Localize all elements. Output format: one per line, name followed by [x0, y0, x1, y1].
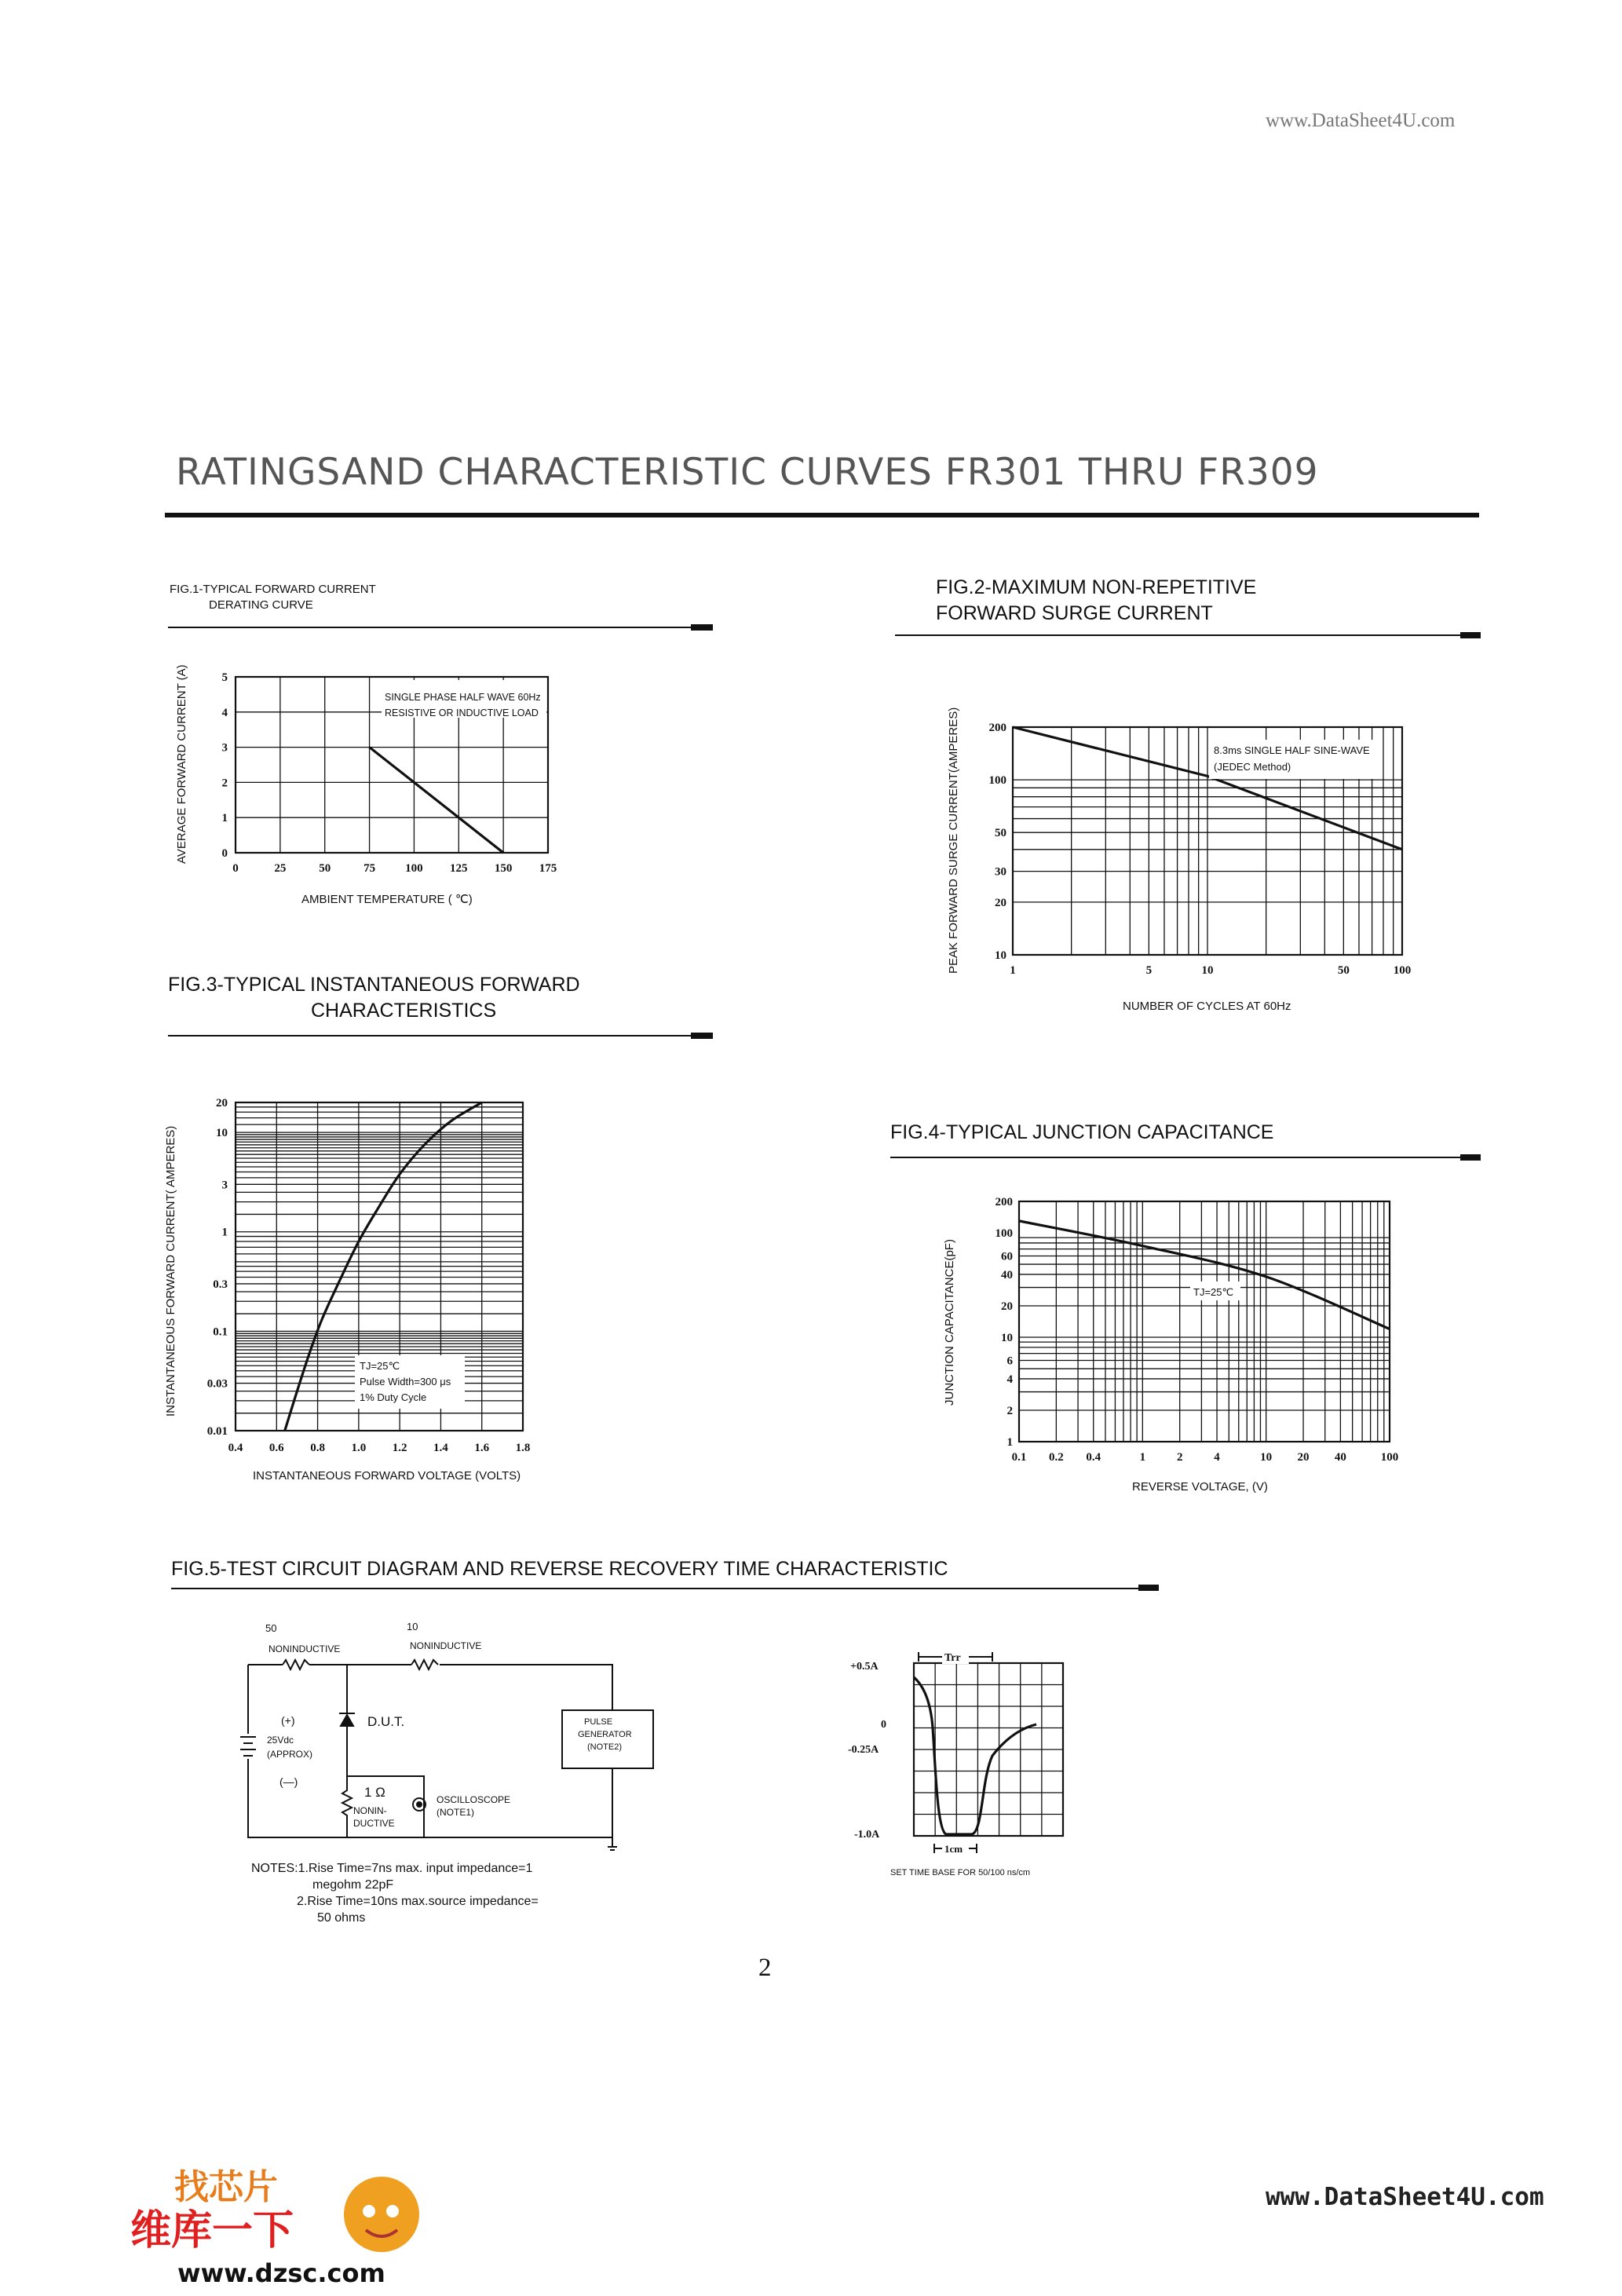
wave-label-plus05: +0.5A: [850, 1661, 879, 1673]
fig2-chart: [947, 707, 1411, 1013]
fig3-ytick-0: 0.01: [206, 1425, 228, 1438]
fig4-header: [890, 1121, 1481, 1161]
fig1-rule-tab: [691, 624, 713, 631]
fig4-title: FIG.4-TYPICAL JUNCTION CAPACITANCE: [890, 1121, 1274, 1143]
fig2-title-line1: FIG.2-MAXIMUM NON-REPETITIVE: [936, 576, 1257, 598]
fig2-title-line2: FORWARD SURGE CURRENT: [936, 602, 1213, 624]
r1-value: 50: [265, 1622, 277, 1634]
notes-line1: NOTES:1.Rise Time=7ns max. input impedance=1: [251, 1862, 533, 1875]
fig3-header: [168, 974, 713, 1039]
recovery-waveform-curve: [914, 1677, 1036, 1834]
fig4-ylabel: JUNCTION CAPACITANCE(pF): [943, 1239, 956, 1406]
fig3-xtick-0: 0.4: [228, 1442, 243, 1454]
dzsc-logo: [130, 2152, 460, 2293]
fig1-ytick-5: 5: [221, 671, 228, 684]
fig3-ylabel: INSTANTANEOUS FORWARD CURRENT( AMPERES): [164, 1125, 177, 1417]
scope-line2: (NOTE1): [437, 1807, 474, 1818]
r3-line1: NONIN-: [353, 1805, 387, 1816]
logo-mascot-eye-right: [386, 2205, 399, 2217]
fig3-xtick-7: 1.8: [515, 1442, 531, 1454]
resistor-50-symbol: [283, 1660, 309, 1669]
fig4-xtick-8: 40: [1334, 1451, 1346, 1464]
fig1-ytick-3: 3: [221, 741, 228, 755]
fig3-chart: [164, 1097, 530, 1483]
fig4-xtick-7: 20: [1297, 1451, 1310, 1464]
fig3-ytick-2: 0.1: [213, 1325, 228, 1339]
wave-label-minus025: -0.25A: [848, 1744, 879, 1756]
fig1-curve: [370, 748, 504, 853]
fig4-ytick-4: 10: [1001, 1332, 1013, 1345]
fig4-xtick-6: 10: [1260, 1451, 1273, 1464]
fig5-rule-tab: [1138, 1585, 1159, 1591]
fig2-ytick-4: 100: [988, 774, 1006, 788]
fig4-ytick-1: 2: [1006, 1404, 1013, 1417]
fig1-xtick-6: 150: [494, 862, 513, 875]
fig2-xtick-3: 50: [1337, 964, 1350, 977]
fig3-title-line2: CHARACTERISTICS: [311, 1000, 497, 1022]
r3-line2: DUCTIVE: [353, 1818, 395, 1829]
fig1-xtick-1: 25: [274, 862, 287, 875]
fig5-title: FIG.5-TEST CIRCUIT DIAGRAM AND REVERSE RECOVERY TIME CHARACTERISTIC: [171, 1558, 948, 1580]
resistor-1ohm-symbol: [342, 1782, 352, 1837]
pulse-line3: (NOTE2): [587, 1742, 622, 1752]
fig4-xtick-1: 0.2: [1048, 1451, 1064, 1464]
source-plus: (+): [281, 1714, 295, 1727]
pulse-line2: GENERATOR: [578, 1730, 632, 1739]
fig4-xtick-3: 1: [1139, 1451, 1146, 1464]
fig2-ytick-5: 200: [988, 722, 1006, 734]
fig3-xlabel: INSTANTANEOUS FORWARD VOLTAGE (VOLTS): [253, 1469, 521, 1483]
logo-line2: 维库一下: [130, 2207, 294, 2254]
fig5-waveform: [848, 1650, 1063, 1877]
fig3-xtick-6: 1.6: [474, 1442, 490, 1454]
fig3-title-line1: FIG.3-TYPICAL INSTANTANEOUS FORWARD: [168, 974, 580, 996]
fig3-note-line1: TJ=25℃: [360, 1360, 400, 1372]
fig2-xtick-4: 100: [1393, 964, 1412, 977]
fig3-rule-tab: [691, 1033, 713, 1039]
fig2-ytick-1: 20: [995, 896, 1006, 909]
fig4-ytick-3: 6: [1006, 1355, 1013, 1368]
wave-label-minus10: -1.0A: [854, 1829, 880, 1841]
fig3-ytick-7: 20: [216, 1097, 228, 1110]
fig2-ylabel: PEAK FORWARD SURGE CURRENT(AMPERES): [947, 707, 960, 974]
fig5-rule: [171, 1588, 1138, 1589]
logo-mascot-head: [344, 2177, 419, 2252]
fig2-note-line2: (JEDEC Method): [1214, 761, 1291, 773]
fig5-header: [171, 1558, 1159, 1591]
logo-line1: 找芯片: [174, 2167, 278, 2207]
fig1-title-line2: DERATING CURVE: [209, 598, 313, 612]
fig4-xtick-2: 0.4: [1086, 1451, 1101, 1464]
fig3-xtick-3: 1.0: [351, 1442, 367, 1454]
watermark-top: www.DataSheet4U.com: [1266, 110, 1456, 131]
page-title: RATINGSAND CHARACTERISTIC CURVES FR301 THRU FR309: [176, 451, 1319, 494]
fig4-rule-tab: [1460, 1154, 1481, 1161]
watermark-bottom: www.DataSheet4U.com: [1266, 2183, 1544, 2211]
source-line1: 25Vdc: [267, 1735, 294, 1746]
fig3-ytick-6: 10: [216, 1127, 228, 1140]
fig1-xtick-7: 175: [539, 862, 557, 875]
page-number: 2: [758, 1954, 772, 1982]
fig2-xtick-2: 10: [1201, 964, 1214, 977]
fig1-ytick-0: 0: [221, 847, 228, 860]
fig3-ytick-4: 1: [221, 1226, 228, 1239]
fig4-ytick-8: 100: [995, 1227, 1013, 1241]
fig4-ytick-5: 20: [1001, 1300, 1013, 1313]
fig5-circuit-labels: [251, 1621, 632, 1925]
fig1-chart: [175, 664, 557, 906]
fig1-ytick-1: 1: [221, 812, 228, 825]
logo-url: www.dzsc.com: [177, 2258, 385, 2288]
r1-label: NONINDUCTIVE: [269, 1643, 341, 1654]
fig2-ytick-2: 30: [995, 865, 1006, 879]
fig2-xtick-1: 5: [1145, 964, 1153, 977]
notes-line2: megohm 22pF: [312, 1878, 394, 1892]
fig4-ytick-7: 60: [1001, 1250, 1013, 1263]
fig1-ytick-2: 2: [221, 777, 228, 790]
fig3-xtick-4: 1.2: [392, 1442, 407, 1454]
fig4-ytick-0: 1: [1006, 1436, 1013, 1449]
logo-mascot-eye-left: [363, 2205, 375, 2217]
fig3-xtick-5: 1.4: [433, 1442, 448, 1454]
fig2-xlabel: NUMBER OF CYCLES AT 60Hz: [1123, 1000, 1291, 1013]
r2-value: 10: [407, 1621, 418, 1632]
fig1-note-line2: RESISTIVE OR INDUCTIVE LOAD: [385, 707, 539, 718]
fig1-xtick-3: 75: [363, 862, 376, 875]
fig2-rule: [895, 634, 1460, 636]
fig4-xtick-5: 4: [1214, 1451, 1220, 1464]
wave-label-zero: 0: [881, 1719, 886, 1731]
fig4-xtick-0: 0.1: [1011, 1451, 1027, 1464]
fig4-ytick-9: 200: [995, 1196, 1013, 1208]
fig1-rule: [168, 627, 691, 628]
fig4-rule: [890, 1157, 1460, 1158]
timebase-label: SET TIME BASE FOR 50/100 ns/cm: [890, 1868, 1031, 1877]
fig3-note-line2: Pulse Width=300 μs: [360, 1376, 451, 1387]
notes-line3: 2.Rise Time=10ns max.source impedance=: [297, 1895, 539, 1908]
fig4-note: TJ=25℃: [1193, 1286, 1234, 1298]
dut-label: D.U.T.: [367, 1714, 405, 1729]
notes-line4: 50 ohms: [317, 1911, 366, 1925]
fig4-ytick-6: 40: [1001, 1268, 1013, 1281]
fig4-chart: [943, 1196, 1398, 1493]
fig1-ytick-4: 4: [221, 706, 228, 719]
fig1-note-line1: SINGLE PHASE HALF WAVE 60Hz: [385, 692, 541, 703]
battery-symbol: [240, 1737, 256, 1756]
source-line2: (APPROX): [267, 1749, 313, 1760]
fig1-ylabel: AVERAGE FORWARD CURRENT (A): [175, 664, 188, 864]
fig2-xtick-0: 1: [1010, 964, 1016, 977]
r2-label: NONINDUCTIVE: [410, 1640, 482, 1651]
fig1-xtick-2: 50: [319, 862, 331, 875]
resistor-10-symbol: [411, 1660, 438, 1669]
fig3-rule: [168, 1035, 691, 1036]
source-minus: (—): [279, 1775, 298, 1788]
fig3-note-line3: 1% Duty Cycle: [360, 1391, 427, 1403]
fig3-ytick-1: 0.03: [206, 1377, 228, 1391]
fig1-xtick-0: 0: [232, 862, 239, 875]
fig4-ytick-2: 4: [1006, 1373, 1013, 1386]
circuit-top-wire: [248, 1665, 612, 1710]
scope-line1: OSCILLOSCOPE: [437, 1794, 511, 1805]
fig1-header: [168, 583, 713, 631]
fig3-xtick-1: 0.6: [269, 1442, 284, 1454]
cm-label: 1cm: [944, 1843, 963, 1855]
fig4-xlabel: REVERSE VOLTAGE, (V): [1132, 1480, 1268, 1493]
fig1-title-line1: FIG.1-TYPICAL FORWARD CURRENT: [170, 583, 376, 596]
fig4-xtick-9: 100: [1380, 1451, 1399, 1464]
fig1-xlabel: AMBIENT TEMPERATURE ( ℃): [301, 893, 473, 906]
fig3-xtick-2: 0.8: [310, 1442, 325, 1454]
oscilloscope-center: [417, 1802, 422, 1807]
fig3-ytick-3: 0.3: [213, 1278, 228, 1291]
fig2-ytick-3: 50: [995, 827, 1006, 840]
trr-label: Trr: [944, 1652, 961, 1664]
fig2-header: [895, 576, 1481, 638]
fig2-note-line1: 8.3ms SINGLE HALF SINE-WAVE: [1214, 744, 1370, 756]
fig3-ytick-5: 3: [221, 1179, 228, 1192]
fig1-xtick-5: 125: [450, 862, 468, 875]
dut-diode-symbol: [339, 1713, 355, 1726]
fig1-xtick-4: 100: [405, 862, 423, 875]
fig4-xtick-4: 2: [1176, 1451, 1183, 1464]
r3-value: 1 Ω: [364, 1785, 385, 1800]
fig2-ytick-0: 10: [995, 949, 1006, 962]
pulse-line1: PULSE: [584, 1717, 613, 1727]
fig2-rule-tab: [1460, 632, 1481, 638]
